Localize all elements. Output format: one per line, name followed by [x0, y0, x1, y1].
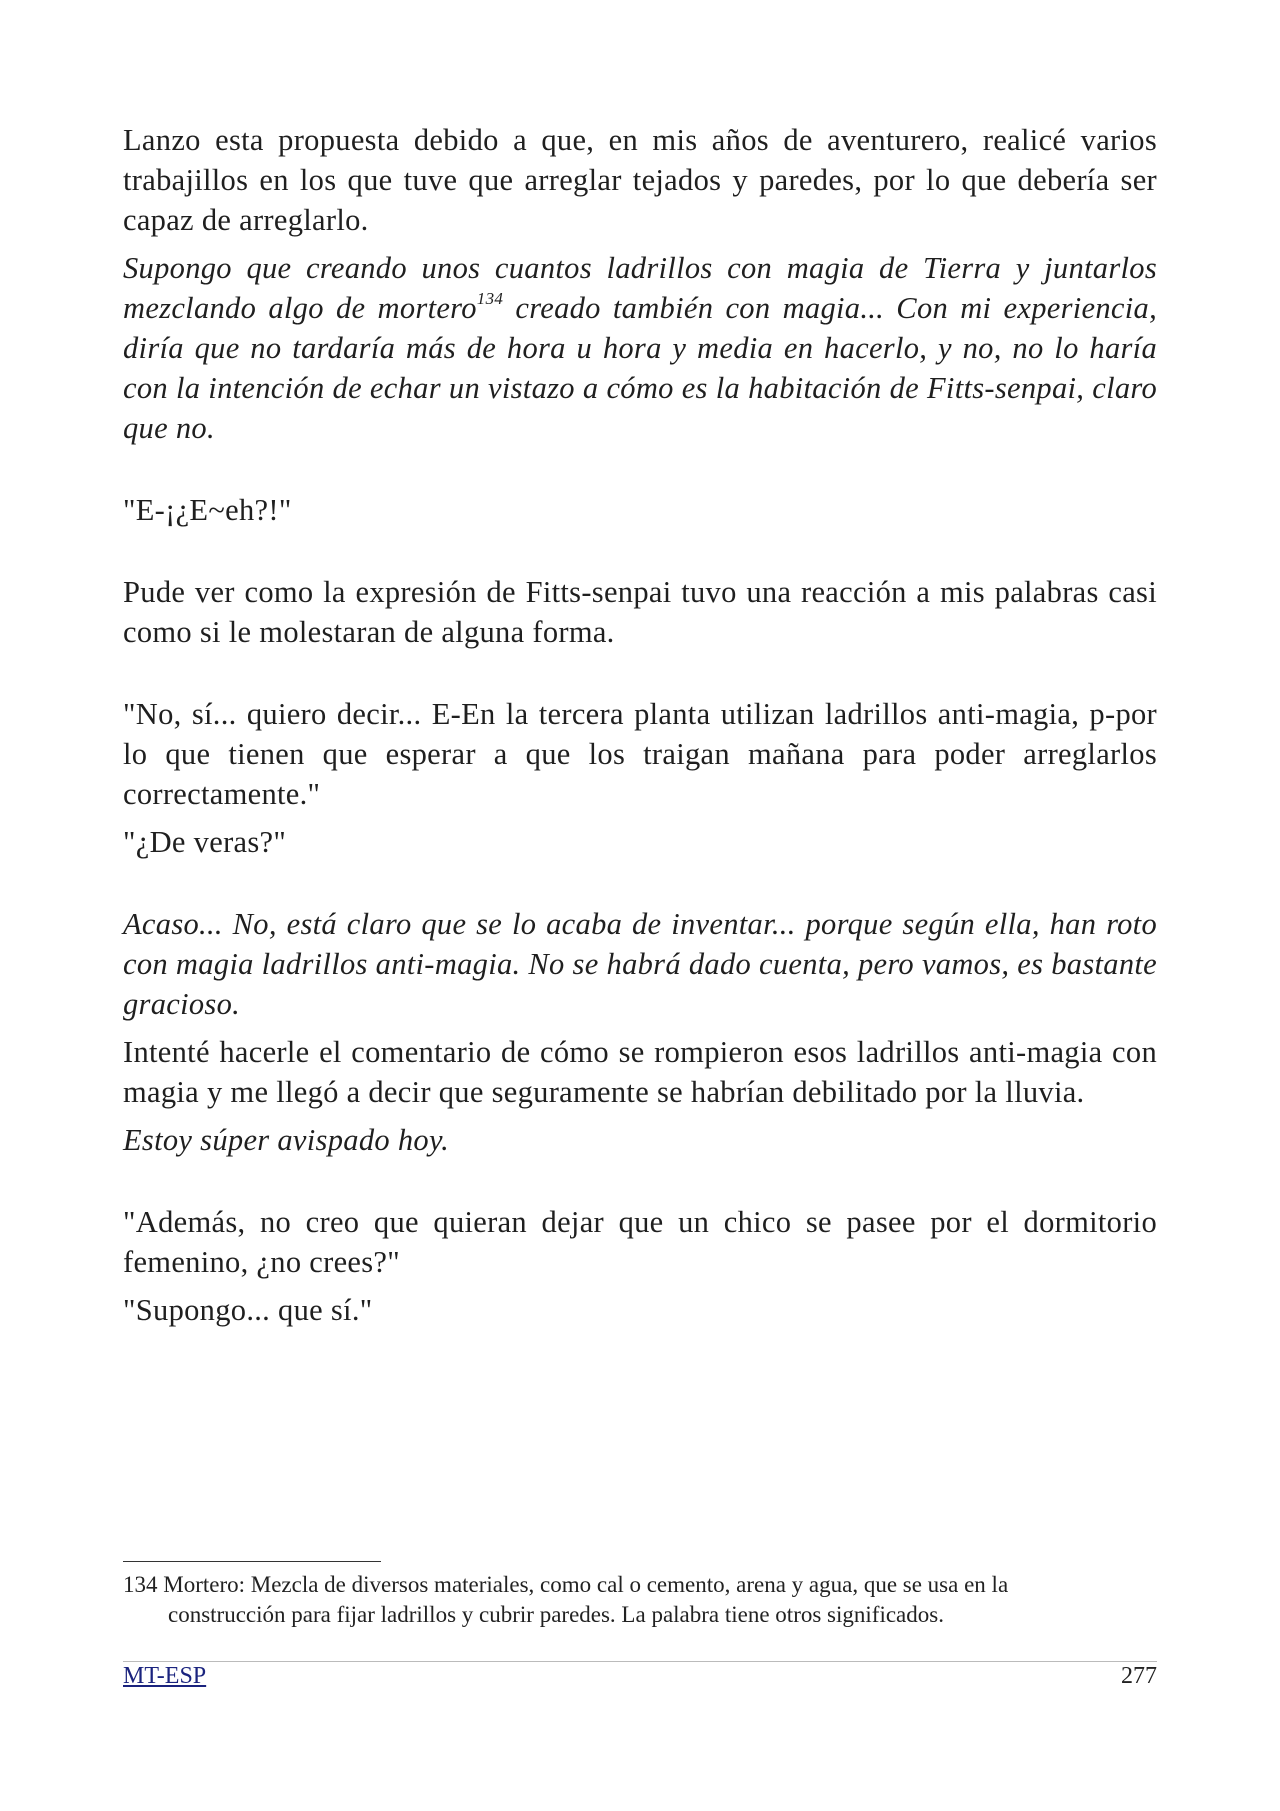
page-number: 277: [1121, 1663, 1157, 1689]
paragraph-2-thought: [123, 248, 1157, 448]
paragraph-6-dialogue: "¿De veras?": [123, 825, 287, 859]
paragraph-3-dialogue: "E-¡¿E~eh?!": [123, 493, 292, 527]
paragraph-5-dialogue: "No, sí... quiero decir... E-En la tercera planta utilizan ladrillos anti-magia, p-por lo que tienen que esperar a que los traigan mañana para poder arreglarlos correctamente.": [123, 697, 1157, 811]
paragraph-11-dialogue: "Supongo... que sí.": [123, 1293, 373, 1327]
footnote-number: 134: [123, 1572, 158, 1597]
footnote-text-line1: Mortero: Mezcla de diversos materiales, como cal o cemento, arena y agua, que se usa en la: [157, 1572, 1009, 1597]
paragraph-2-part-b: creado también con magia... Con mi experiencia, diría que no tardaría más de hora u hora y media en hacerlo, y no, no lo haría con la intención de echar un vistazo a cómo es la habitación de Fitts-senpai, claro que no.: [123, 291, 1157, 445]
paragraph-9-thought: Estoy súper avispado hoy.: [123, 1123, 450, 1157]
paragraph-10-dialogue: "Además, no creo que quieran dejar que un chico se pasee por el dormitorio femenino, ¿no crees?": [123, 1205, 1157, 1279]
paragraph-8: Intenté hacerle el comentario de cómo se rompieron esos ladrillos anti-magia con magia y me llegó a decir que seguramente se habrían debilitado por la lluvia.: [123, 1035, 1157, 1109]
footnote-text-line2: construcción para fijar ladrillos y cubrir paredes. La palabra tiene otros significados.: [168, 1602, 944, 1627]
footnote-divider: [123, 1561, 381, 1562]
footnote: [123, 1570, 1157, 1630]
footer-site-link[interactable]: MT-ESP: [123, 1663, 207, 1689]
paragraph-1: Lanzo esta propuesta debido a que, en mis años de aventurero, realicé varios trabajillos en los que tuve que arreglar tejados y paredes, por lo que debería ser capaz de arreglarlo.: [123, 123, 1157, 237]
paragraph-7-thought: Acaso... No, está claro que se lo acaba de inventar... porque según ella, han roto con magia ladrillos anti-magia. No se habrá dado cuenta, pero vamos, es bastante gracioso.: [123, 907, 1157, 1021]
footer-divider: [123, 1661, 1157, 1662]
page-body: [123, 120, 1157, 1330]
paragraph-4: Pude ver como la expresión de Fitts-senpai tuvo una reacción a mis palabras casi como si le molestaran de alguna forma.: [123, 575, 1157, 649]
paragraph-2-part-a: Supongo que creando unos cuantos ladrillos con magia de Tierra y juntarlos mezclando algo de mortero: [123, 251, 1157, 325]
footnote-reference[interactable]: 134: [476, 289, 504, 308]
